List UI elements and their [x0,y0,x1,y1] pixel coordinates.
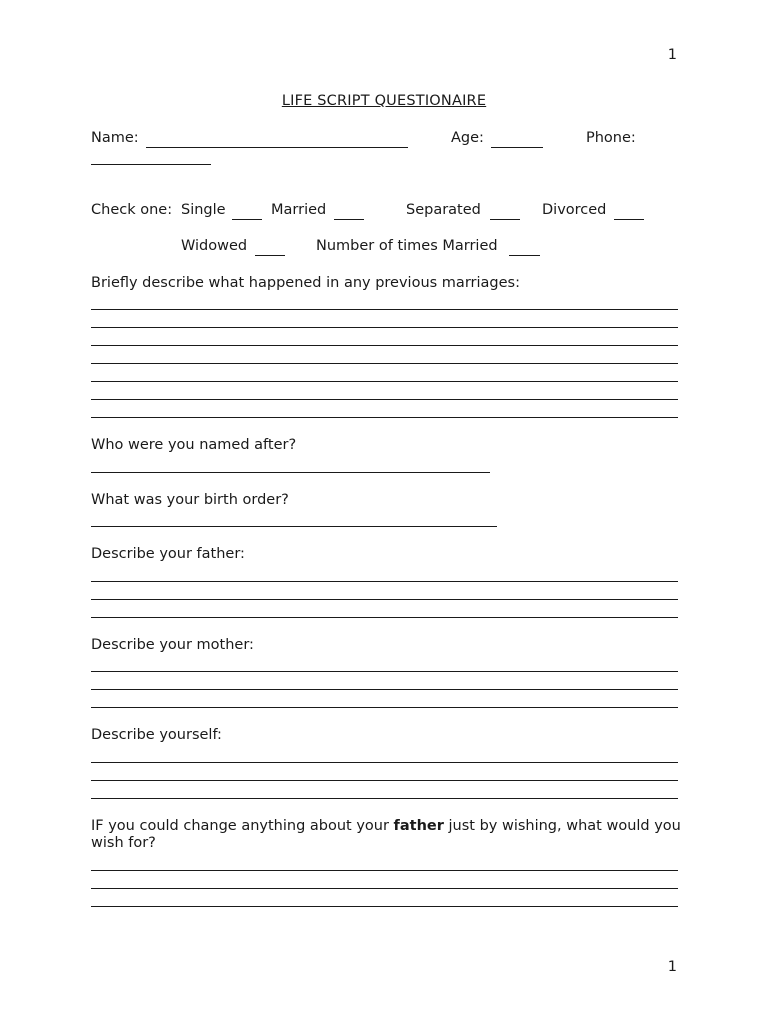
married-blank[interactable] [334,219,364,220]
separated-label: Separated [406,202,481,218]
page-number-top: 1 [667,47,677,63]
check-one-label: Check one: [91,202,173,218]
question-father: Describe your father: [91,546,245,562]
times-married-blank[interactable] [509,255,540,256]
age-label: Age: [451,130,484,146]
answer-line[interactable] [91,399,678,400]
separated-blank[interactable] [490,219,520,220]
question-change-father-pre: IF you could change anything about your [91,818,394,834]
answer-line[interactable] [91,906,678,907]
answer-line[interactable] [91,309,678,310]
answer-line[interactable] [91,689,678,690]
answer-line[interactable] [91,417,678,418]
page-title: LIFE SCRIPT QUESTIONAIRE [281,93,487,109]
age-field[interactable] [491,147,543,148]
question-birth-order: What was your birth order? [91,492,289,508]
answer-line[interactable] [91,381,678,382]
phone-field[interactable] [91,164,211,165]
page-number-bottom: 1 [667,959,677,975]
named-after-answer-line[interactable] [91,472,490,473]
answer-line[interactable] [91,707,678,708]
answer-line[interactable] [91,798,678,799]
answer-line[interactable] [91,363,678,364]
question-change-father [91,818,681,852]
answer-line[interactable] [91,780,678,781]
name-label: Name: [91,130,139,146]
question-named-after: Who were you named after? [91,437,297,453]
answer-line[interactable] [91,617,678,618]
question-previous-marriages: Briefly describe what happened in any previous marriages: [91,275,520,291]
question-mother: Describe your mother: [91,637,254,653]
answer-line[interactable] [91,671,678,672]
divorced-label: Divorced [542,202,607,218]
answer-line[interactable] [91,327,678,328]
answer-line[interactable] [91,888,678,889]
divorced-blank[interactable] [614,219,644,220]
question-change-father-post: just by wishing, what would you wish for? [91,818,681,851]
name-field[interactable] [146,147,408,148]
phone-label: Phone: [586,130,636,146]
single-label: Single [181,202,226,218]
widowed-label: Widowed [181,238,248,254]
times-married-label: Number of times Married [316,238,498,254]
single-blank[interactable] [232,219,262,220]
question-yourself: Describe yourself: [91,727,222,743]
answer-line[interactable] [91,581,678,582]
answer-line[interactable] [91,870,678,871]
birth-order-answer-line[interactable] [91,526,497,527]
answer-line[interactable] [91,345,678,346]
widowed-blank[interactable] [255,255,285,256]
question-change-father-bold: father [393,818,444,834]
answer-line[interactable] [91,599,678,600]
answer-line[interactable] [91,762,678,763]
married-label: Married [271,202,327,218]
